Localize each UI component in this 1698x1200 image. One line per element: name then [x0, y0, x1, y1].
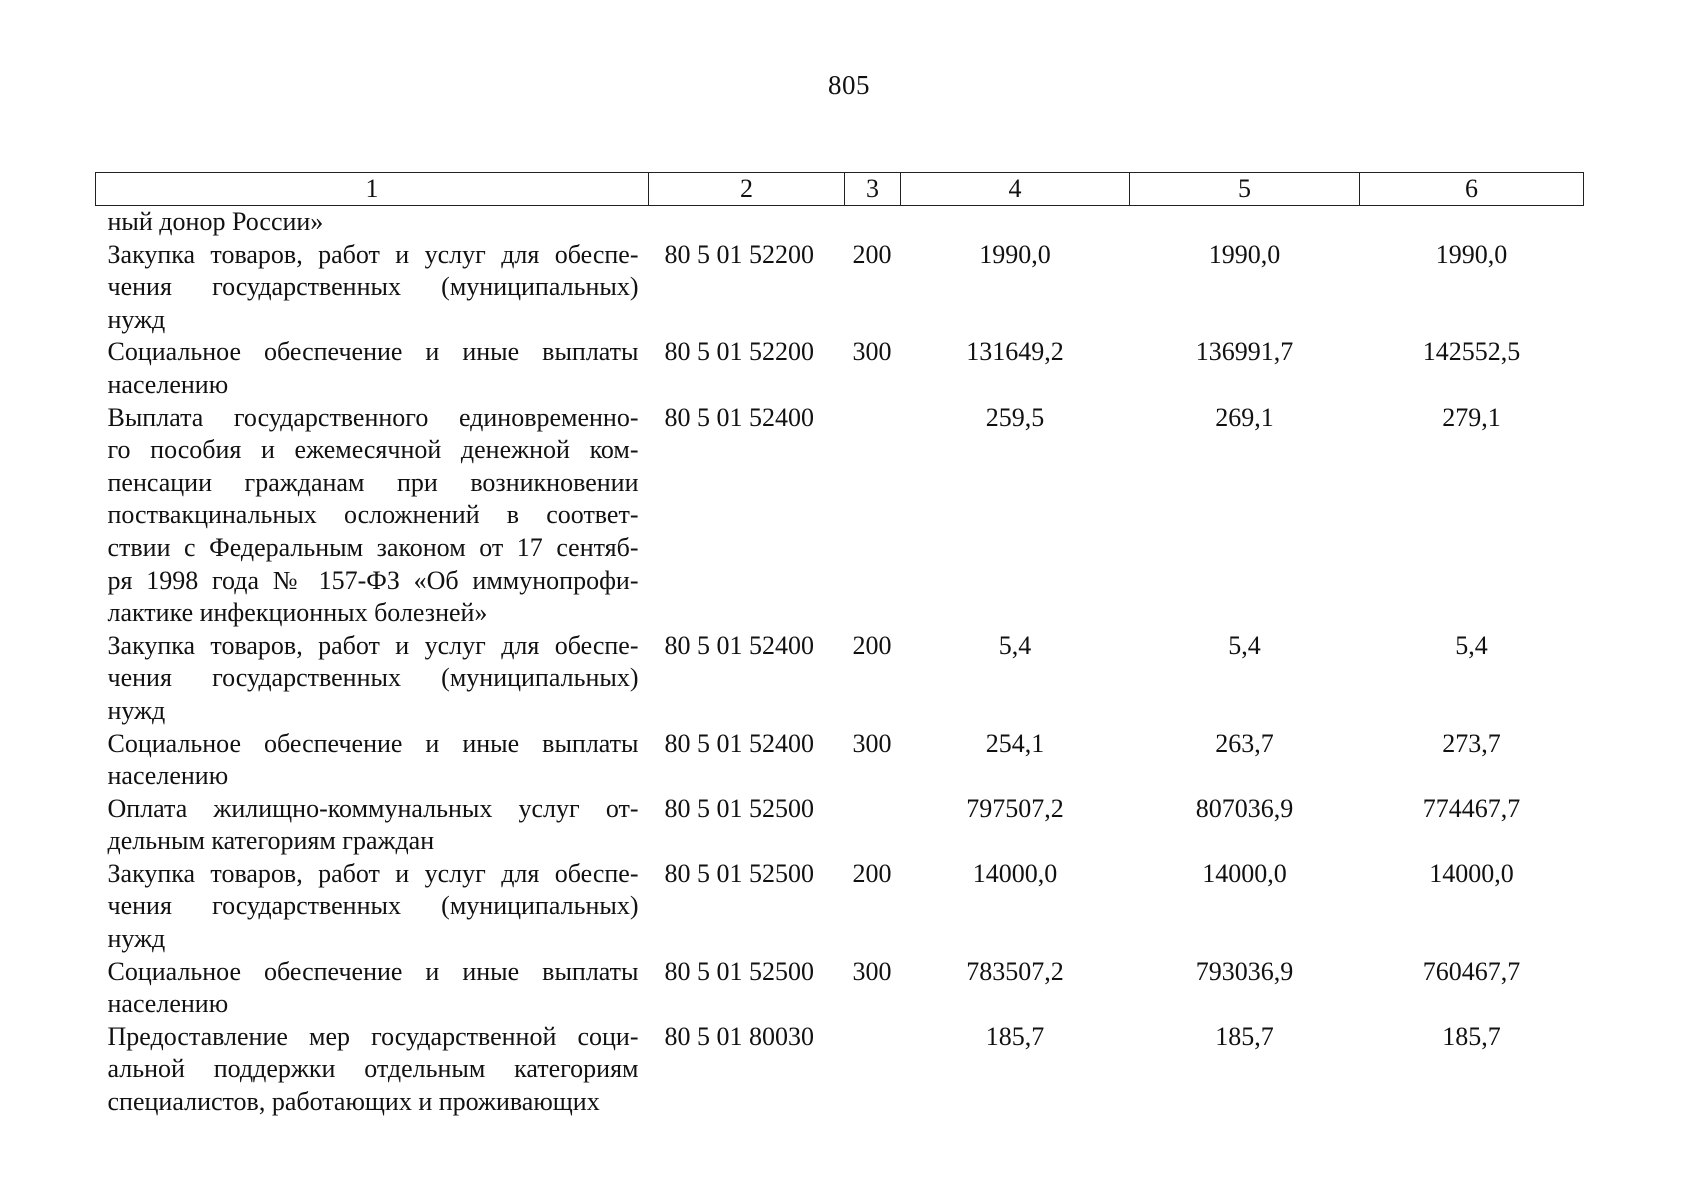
row-name-line: лактике инфекционных болезней» [107, 598, 488, 628]
row-value-col4: 5,4 [998, 630, 1032, 660]
row-value-col4 [901, 206, 1130, 239]
row-code: 80 5 01 52500 [664, 956, 814, 986]
row-value-col5: 807036,9 [1195, 793, 1294, 823]
table-row [96, 336, 1584, 401]
row-name-line: ря 1998 года № 157-ФЗ «Об иммунопрофи- [107, 565, 639, 595]
row-code: 80 5 01 52400 [664, 630, 814, 660]
row-value-col6: 5,4 [1455, 630, 1488, 660]
column-header-5: 5 [1130, 173, 1360, 206]
column-header-2: 2 [649, 173, 845, 206]
row-name [96, 402, 649, 630]
row-name-line: Социальное обеспечение и иные выплаты [107, 337, 639, 367]
row-value-col5 [1130, 206, 1360, 239]
row-code: 80 5 01 52400 [664, 728, 814, 758]
row-value-col5: 1990,0 [1208, 239, 1281, 269]
row-name [96, 728, 649, 793]
row-value-col4: 14000,0 [972, 858, 1058, 888]
column-header-1: 1 [96, 173, 649, 206]
row-expense-type [845, 793, 901, 858]
row-name-line: ствии с Федеральным законом от 17 сентяб- [107, 532, 639, 562]
row-name [96, 239, 649, 337]
row-code: 80 5 01 52500 [664, 858, 814, 888]
row-name-line: пенсации гражданам при возникновении [107, 467, 639, 497]
row-name-line: ный донор России» [107, 207, 324, 236]
row-expense-type: 200 [852, 630, 892, 660]
table-header [96, 173, 1584, 206]
table-row [96, 630, 1584, 728]
row-value-col5: 269,1 [1215, 402, 1274, 432]
row-name-line: Закупка товаров, работ и услуг для обеспе- [107, 858, 639, 888]
row-expense-type [845, 1021, 901, 1119]
row-value-col5: 14000,0 [1202, 858, 1287, 888]
row-code: 80 5 01 52400 [664, 402, 814, 432]
row-value-col6 [1360, 206, 1584, 239]
row-name-line: Предоставление мер государственной соци- [107, 1021, 639, 1051]
row-expense-type: 200 [852, 858, 892, 888]
row-name [96, 206, 649, 239]
row-value-col4: 783507,2 [966, 956, 1064, 986]
row-name-line: чения государственных (муниципальных) [107, 663, 639, 693]
page-number: 805 [828, 70, 870, 100]
row-expense-type: 300 [852, 337, 892, 367]
row-value-col6: 14000,0 [1429, 858, 1514, 888]
header-row [96, 173, 1584, 206]
row-name-line: альной поддержки отдельным категориям [107, 1054, 639, 1084]
row-name-line: дельным категориям граждан [107, 826, 435, 856]
row-expense-type: 300 [852, 728, 892, 758]
row-name [96, 858, 649, 956]
row-code: 80 5 01 52200 [664, 337, 814, 367]
row-code [649, 206, 845, 239]
table-row [96, 956, 1584, 1021]
table-body [96, 206, 1584, 1119]
row-value-col6: 185,7 [1442, 1021, 1501, 1051]
row-name-line: го пособия и ежемесячной денежной ком- [107, 435, 639, 465]
row-name-line: населению [107, 369, 229, 399]
row-expense-type [845, 402, 901, 630]
row-value-col6: 142552,5 [1422, 337, 1521, 367]
row-value-col6: 774467,7 [1422, 793, 1521, 823]
row-value-col4: 259,5 [985, 402, 1045, 432]
row-value-col5: 793036,9 [1195, 956, 1294, 986]
table-row [96, 793, 1584, 858]
table-row [96, 239, 1584, 337]
row-value-col6: 1990,0 [1435, 239, 1508, 269]
row-name-line: специалистов, работающих и проживающих [107, 1087, 600, 1117]
row-name [96, 793, 649, 858]
row-name [96, 630, 649, 728]
row-value-col4: 1990,0 [979, 239, 1051, 269]
row-value-col4: 131649,2 [966, 337, 1064, 367]
row-value-col6: 273,7 [1442, 728, 1501, 758]
row-name-line: Закупка товаров, работ и услуг для обеспе- [107, 239, 639, 269]
table-row [96, 402, 1584, 630]
row-value-col5: 185,7 [1215, 1021, 1274, 1051]
row-value-col6: 279,1 [1442, 402, 1501, 432]
row-name [96, 1021, 649, 1119]
row-name-line: населению [107, 761, 229, 791]
row-value-col5: 136991,7 [1195, 337, 1294, 367]
row-name [96, 336, 649, 401]
row-name-line: чения государственных (муниципальных) [107, 272, 639, 302]
row-value-col4: 797507,2 [966, 793, 1064, 823]
row-code: 80 5 01 52500 [664, 793, 814, 823]
row-name-line: Оплата жилищно-коммунальных услуг от- [107, 793, 639, 823]
row-name-line: населению [107, 989, 229, 1019]
table-row [96, 206, 1584, 239]
row-name-line: нужд [107, 304, 166, 334]
row-expense-type: 200 [852, 239, 892, 269]
row-code: 80 5 01 80030 [664, 1021, 814, 1051]
row-expense-type [845, 206, 901, 239]
row-value-col6: 760467,7 [1422, 956, 1521, 986]
budget-table [95, 172, 1584, 1119]
row-value-col5: 5,4 [1228, 630, 1261, 660]
row-name-line: поствакцинальных осложнений в соответ- [107, 500, 639, 530]
row-name-line: Социальное обеспечение и иные выплаты [107, 956, 639, 986]
row-name-line: чения государственных (муниципальных) [107, 891, 639, 921]
column-header-6: 6 [1360, 173, 1584, 206]
row-name-line: Закупка товаров, работ и услуг для обеспе- [107, 630, 639, 660]
row-value-col4: 254,1 [985, 728, 1045, 758]
row-value-col4: 185,7 [985, 1021, 1045, 1051]
column-header-3: 3 [845, 173, 901, 206]
row-code: 80 5 01 52200 [664, 239, 814, 269]
table-row [96, 858, 1584, 956]
row-name-line: нужд [107, 924, 166, 954]
row-name-line: Выплата государственного единовременно- [107, 402, 639, 432]
row-expense-type: 300 [852, 956, 892, 986]
column-header-4: 4 [901, 173, 1130, 206]
row-name-line: Социальное обеспечение и иные выплаты [107, 728, 639, 758]
row-name-line: нужд [107, 695, 166, 725]
row-value-col5: 263,7 [1215, 728, 1274, 758]
table-row [96, 728, 1584, 793]
table-row [96, 1021, 1584, 1119]
row-name [96, 956, 649, 1021]
